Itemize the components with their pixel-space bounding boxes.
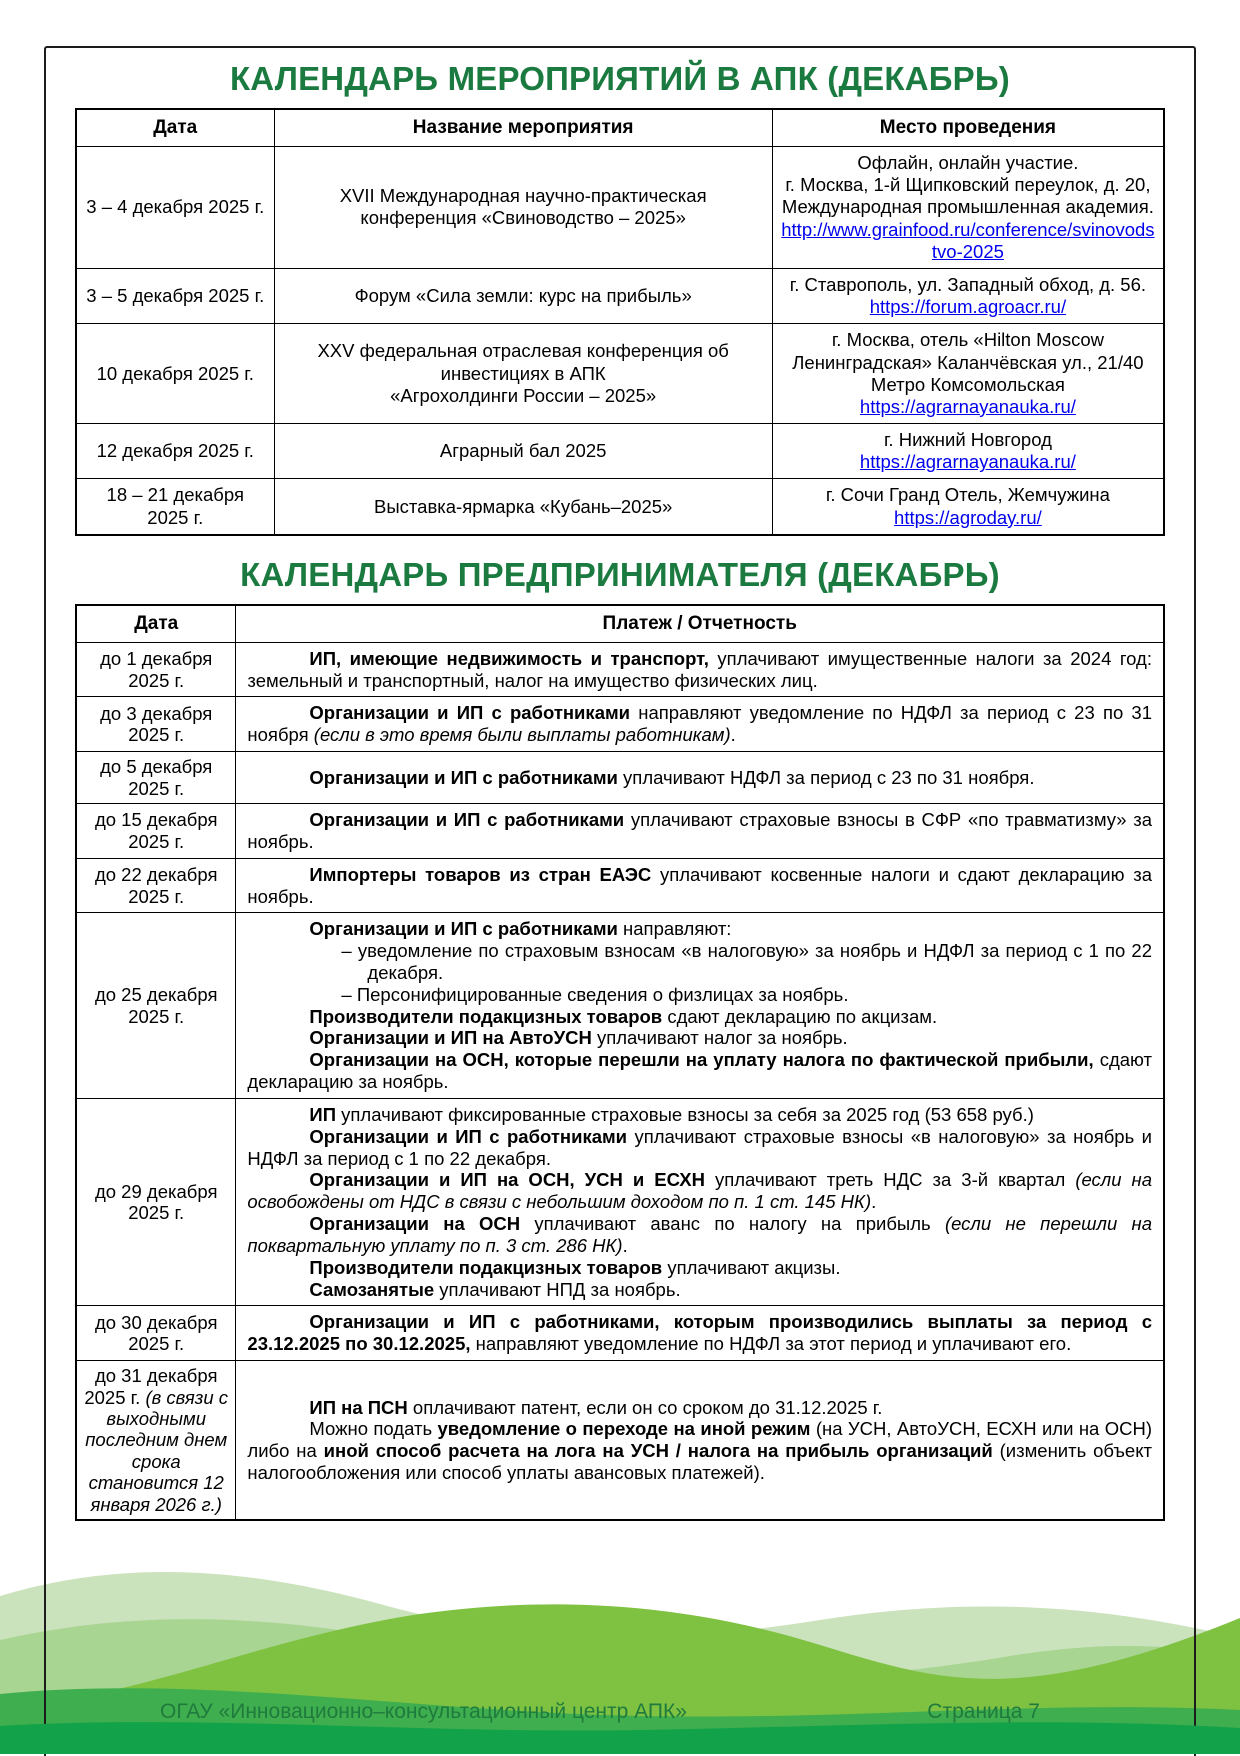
text-run: (если в это время были выплаты работникам)	[313, 724, 731, 746]
deadline-description	[236, 752, 1164, 804]
deadline-date	[76, 642, 236, 697]
text-run: г. Ставрополь, ул. Западный обход, д. 56.	[789, 273, 1147, 295]
event-place	[772, 147, 1164, 269]
text-run: г. Нижний Новгород	[883, 429, 1052, 451]
deadline-row	[76, 804, 1164, 859]
deadline-description	[236, 1098, 1164, 1305]
deadlines-calendar-title: КАЛЕНДАРЬ ПРЕДПРИНИМАТЕЛЯ (ДЕКАБРЬ)	[240, 555, 1000, 593]
text-run: г. Москва, 1-й Щипковский переулок, д. 20, Международная промышленная академия.	[781, 174, 1154, 218]
event-row	[76, 479, 1164, 535]
text-run: до 31 декабря 2025 г.	[84, 1365, 218, 1408]
text-run: .	[622, 1234, 628, 1256]
deadline-row	[76, 1098, 1164, 1305]
page-content	[44, 46, 1196, 1521]
event-name	[274, 479, 772, 535]
text-run: уведомление о переходе на иной режим	[437, 1418, 811, 1440]
text-run: .	[730, 724, 736, 746]
paragraph	[247, 1213, 1152, 1257]
deadline-row	[76, 1306, 1164, 1361]
deadline-date	[76, 858, 236, 913]
text-run: Организации и ИП на ОСН, УСН и ЕСХН	[309, 1169, 705, 1191]
text-run: Аграрный бал 2025	[439, 440, 607, 462]
text-run: – Персонифицированные сведения о физлицах за ноябрь.	[341, 983, 849, 1005]
deadline-row	[76, 913, 1164, 1099]
text-run: г. Москва, отель «Hilton Moscow Ленинградская» Каланчёвская ул., 21/40 Метро Комсомольская	[792, 329, 1144, 395]
event-place	[772, 424, 1164, 479]
text-run: Организации и ИП на АвтоУСН	[309, 1027, 592, 1049]
deadlines-col-payment: Платеж / Отчетность	[236, 605, 1164, 643]
text-run: Выставка-ярмарка «Кубань–2025»	[374, 495, 673, 517]
text-run: уплачивают акцизы.	[662, 1256, 841, 1278]
deadline-row	[76, 697, 1164, 752]
paragraph	[247, 1257, 1152, 1279]
text-run: Самозанятые	[309, 1278, 435, 1300]
text-run: (если не перешли на поквартальную уплату по п. 3 ст. 286 НК)	[247, 1213, 1152, 1256]
paragraph	[247, 1169, 1152, 1213]
text-run: (в связи с выходными последним днем срока становится 12 января 2026 г.)	[85, 1386, 229, 1515]
paragraph	[247, 1311, 1152, 1355]
event-row	[76, 268, 1164, 323]
deadline-date	[76, 697, 236, 752]
deadline-description	[236, 642, 1164, 697]
deadline-description	[236, 697, 1164, 752]
text-run: до 5 декабря 2025 г.	[100, 756, 213, 799]
text-run: ИП	[309, 1103, 337, 1125]
hyperlink[interactable]: https://forum.agroacr.ru/	[869, 296, 1067, 318]
text-run: Организации на ОСН	[309, 1213, 521, 1235]
text-run: Организации и ИП с работниками, которым производились выплаты за период с 23.12.2025 по 30.12.2025,	[247, 1311, 1152, 1355]
text-run: Форум «Сила земли: курс на прибыль»	[354, 285, 692, 307]
deadline-date	[76, 1098, 236, 1305]
text-run: г. Сочи Гранд Отель, Жемчужина	[825, 484, 1110, 506]
paragraph	[247, 767, 1152, 789]
text-run: XXV федеральная отраслевая конференция об инвестициях в АПК	[317, 340, 729, 384]
paragraph	[247, 864, 1152, 908]
deadline-date	[76, 752, 236, 804]
deadline-description	[236, 858, 1164, 913]
events-calendar-title: КАЛЕНДАРЬ МЕРОПРИЯТИЙ В АПК (ДЕКАБРЬ)	[229, 60, 1011, 97]
paragraph	[247, 648, 1152, 692]
hyperlink[interactable]: http://www.grainfood.ru/conference/svinovodstvo-2025	[781, 218, 1155, 262]
event-name	[274, 268, 772, 323]
text-run: уплачивают косвенные налоги и сдают декларацию за ноябрь.	[247, 863, 1152, 907]
text-run: ИП, имеющие недвижимость и транспорт,	[309, 647, 709, 669]
deadlines-col-date: Дата	[76, 605, 236, 643]
events-header-row	[76, 109, 1164, 147]
deadline-date	[76, 913, 236, 1099]
text-run: уплачивают треть НДС за 3-й квартал	[704, 1169, 1076, 1191]
deadline-date	[76, 1306, 236, 1361]
text-run: уплачивают налог за ноябрь.	[591, 1027, 848, 1049]
paragraph	[247, 918, 1152, 940]
events-col-name: Название мероприятия	[274, 109, 772, 147]
text-run: сдают декларацию по акцизам.	[662, 1005, 938, 1027]
event-date: 12 декабря 2025 г.	[76, 424, 274, 479]
paragraph	[247, 1397, 1152, 1419]
paragraph	[247, 1049, 1152, 1093]
text-run: – уведомление по страховым взносам «в налоговую» за ноябрь и НДФЛ за период с 1 по 22 декабря.	[341, 940, 1152, 983]
text-run: Можно подать	[309, 1418, 438, 1440]
footer-page-number: Страница 7	[927, 1700, 1040, 1723]
text-run: до 1 декабря 2025 г.	[100, 648, 213, 691]
text-run: Производители подакцизных товаров	[309, 1256, 663, 1278]
text-run: «Агрохолдинги России – 2025»	[390, 384, 657, 406]
event-place	[772, 324, 1164, 424]
text-run: Организации и ИП с работниками	[309, 702, 631, 724]
paragraph	[247, 809, 1152, 853]
text-run: до 25 декабря 2025 г.	[94, 984, 218, 1027]
text-run: сдают декларацию за ноябрь.	[247, 1049, 1153, 1093]
page-footer	[0, 1700, 1240, 1724]
paragraph	[247, 984, 1152, 1006]
events-table	[75, 108, 1165, 536]
event-date: 3 – 4 декабря 2025 г.	[76, 147, 274, 269]
text-run: до 29 декабря 2025 г.	[94, 1180, 218, 1224]
deadline-description	[236, 1306, 1164, 1361]
event-name	[274, 324, 772, 424]
deadline-description	[236, 1361, 1164, 1521]
text-run: (если на освобождены от НДС в связи с небольшим доходом по п. 1 ст. 145 НК)	[247, 1169, 1152, 1213]
text-run: Организации и ИП с работниками	[309, 766, 618, 788]
paragraph	[247, 702, 1152, 746]
events-col-place: Место проведения	[772, 109, 1164, 147]
deadline-row	[76, 1361, 1164, 1521]
event-name	[274, 147, 772, 269]
event-place	[772, 268, 1164, 323]
text-run: оплачивают патент, если он со сроком до 31.12.2025 г.	[407, 1396, 883, 1418]
deadline-date	[76, 804, 236, 859]
text-run: ИП на ПСН	[309, 1396, 408, 1418]
deadlines-table	[75, 604, 1165, 1521]
text-run: уплачивают фиксированные страховые взносы за себя за 2025 год (53 658 руб.)	[336, 1103, 1034, 1125]
deadline-row	[76, 752, 1164, 804]
text-run: уплачивают имущественные налоги за 2024 год: земельный и транспортный, налог на имущество физических лиц.	[247, 647, 1152, 691]
deadline-date	[76, 1361, 236, 1521]
event-place	[772, 479, 1164, 535]
text-run: уплачивают НДФЛ за период с 23 по 31 ноября.	[617, 766, 1035, 788]
hyperlink[interactable]: https://agrarnayanauka.ru/	[859, 395, 1076, 417]
event-name	[274, 424, 772, 479]
text-run: до 30 декабря 2025 г.	[94, 1311, 218, 1355]
event-row	[76, 324, 1164, 424]
event-date: 18 – 21 декабря 2025 г.	[76, 479, 274, 535]
hyperlink[interactable]: https://agrarnayanauka.ru/	[859, 451, 1076, 473]
text-run: до 3 декабря 2025 г.	[100, 702, 213, 746]
event-row	[76, 147, 1164, 269]
text-run: уплачивают аванс по налогу на прибыль	[520, 1213, 945, 1235]
deadline-row	[76, 858, 1164, 913]
text-run: направляют уведомление по НДФЛ за этот период и уплачивают его.	[470, 1333, 1072, 1355]
paragraph	[247, 940, 1152, 984]
text-run: направляют:	[617, 918, 732, 940]
paragraph	[247, 1104, 1152, 1126]
text-run: Организации и ИП с работниками	[309, 918, 618, 940]
paragraph	[247, 1006, 1152, 1028]
text-run: .	[871, 1191, 877, 1213]
hyperlink[interactable]: https://agroday.ru/	[894, 506, 1042, 528]
paragraph	[247, 1418, 1152, 1483]
text-run: (на УСН, АвтоУСН, ЕСХН или на ОСН) либо на	[247, 1418, 1152, 1462]
event-date: 3 – 5 декабря 2025 г.	[76, 268, 274, 323]
events-col-date: Дата	[76, 109, 274, 147]
text-run: Производители подакцизных товаров	[309, 1005, 663, 1027]
event-date: 10 декабря 2025 г.	[76, 324, 274, 424]
text-run: уплачивают страховые взносы «в налоговую» за ноябрь и НДФЛ за период с 1 по 22 декабря.	[247, 1125, 1152, 1169]
text-run: XVII Международная научно-практическая конференция «Свиноводство – 2025»	[339, 185, 707, 229]
deadlines-header-row	[76, 605, 1164, 643]
deadline-row	[76, 642, 1164, 697]
paragraph	[247, 1027, 1152, 1049]
text-run: до 22 декабря 2025 г.	[94, 864, 218, 907]
text-run: до 15 декабря 2025 г.	[94, 809, 218, 852]
text-run: Импортеры товаров из стран ЕАЭС	[309, 863, 652, 885]
event-row	[76, 424, 1164, 479]
deadline-description	[236, 804, 1164, 859]
text-run: направляют уведомление по НДФЛ за период с 23 по 31 ноября	[247, 702, 1152, 746]
deadline-description	[236, 913, 1164, 1099]
footer-organization: ОГАУ «Инновационно–консультационный центр АПК»	[160, 1700, 687, 1723]
text-run: Организации и ИП с работниками	[309, 809, 625, 831]
text-run: уплачивают страховые взносы в СФР «по травматизму» за ноябрь.	[247, 809, 1152, 852]
text-run: Организации и ИП с работниками	[309, 1125, 628, 1147]
text-run: (изменить объект налогообложения или способ уплаты авансовых платежей).	[247, 1440, 1152, 1483]
text-run: Офлайн, онлайн участие.	[857, 152, 1079, 173]
text-run: иной способ расчета на лога на УСН / налога на прибыль организаций	[323, 1440, 993, 1462]
paragraph	[247, 1279, 1152, 1301]
text-run: уплачивают НПД за ноябрь.	[434, 1278, 681, 1300]
text-run: Организации на ОСН, которые перешли на уплату налога по фактической прибыли,	[309, 1049, 1094, 1071]
paragraph	[247, 1126, 1152, 1170]
